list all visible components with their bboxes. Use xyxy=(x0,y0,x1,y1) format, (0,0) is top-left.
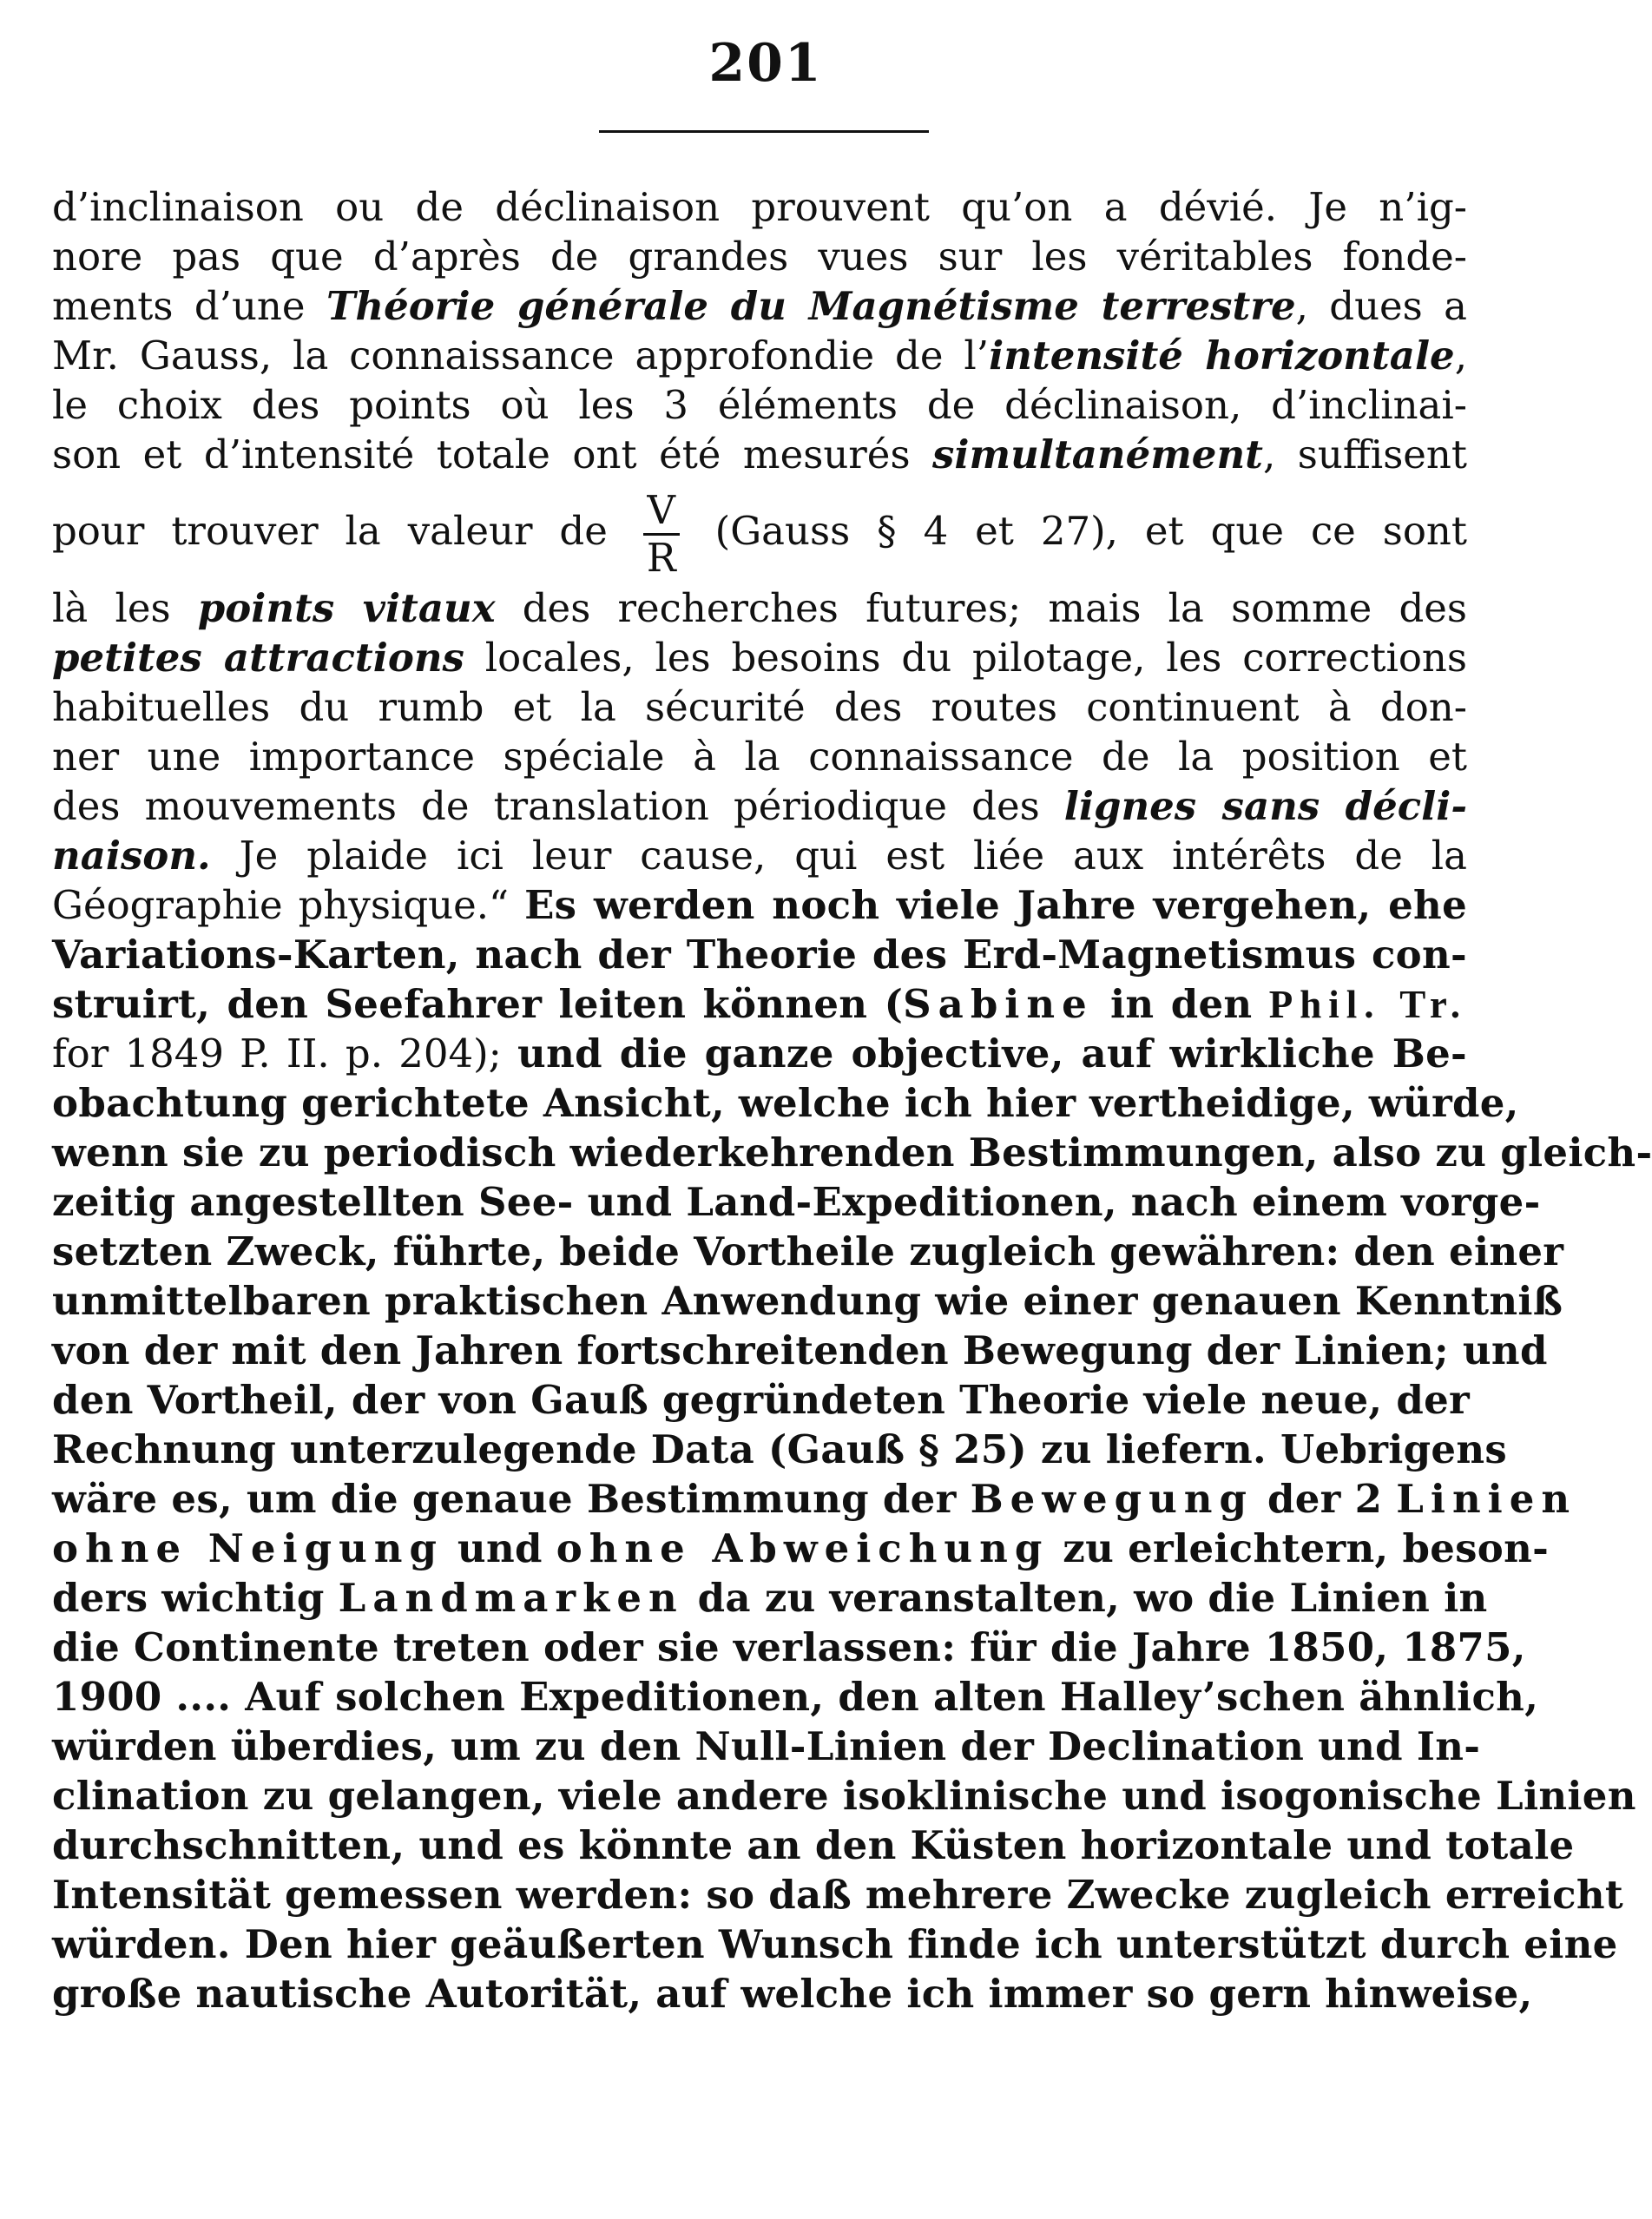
text-line: petites attractions locales, les besoins du pilotage, les corrections xyxy=(52,635,1467,681)
spaced-term: Linien xyxy=(1396,1476,1577,1522)
fraction-denominator: R xyxy=(646,535,676,581)
text-line: obachtung gerichtete Ansicht, welche ich hier vertheidige, würde, xyxy=(52,1080,1519,1126)
text-line: die Continente treten oder sie verlassen: für die Jahre 1850, 1875, xyxy=(52,1624,1526,1670)
text-line: d’inclinaison ou de déclinaison prouvent qu’on a dévié. Je n’ig- xyxy=(52,184,1467,230)
text-line: Intensität gemessen werden: so daß mehrere Zwecke zugleich erreicht xyxy=(52,1872,1623,1918)
text-line: pour trouver la valeur de $\frac{V}{R}$ (Gauss § 4 et 27), et que ce sont xyxy=(52,487,1467,581)
italic-title: Théorie générale du Magnétisme terrestre xyxy=(326,283,1296,329)
text-line: ments d’une Théorie générale du Magnétisme terrestre, dues a xyxy=(52,283,1467,329)
text-line: Géographie physique.“ Es werden noch viele Jahre vergehen, ehe xyxy=(52,882,1467,928)
italic-term: points vitaux xyxy=(197,585,496,631)
italic-term: petites attractions xyxy=(52,635,464,681)
text-line: struirt, den Seefahrer leiten können (Sabine in den Phil. Tr. xyxy=(52,981,1467,1027)
text-line: des mouvements de translation périodique des lignes sans décli- xyxy=(52,783,1468,829)
spaced-term: Bewegung xyxy=(970,1476,1254,1522)
text-line: setzten Zweck, führte, beide Vortheile zugleich gewähren: den einer xyxy=(52,1228,1564,1274)
text-line: là les points vitaux des recherches futures; mais la somme des xyxy=(52,585,1468,631)
text-line: Rechnung unterzulegende Data (Gauß § 25) zu liefern. Uebrigens xyxy=(52,1426,1507,1472)
text-line: ohne Neigung und ohne Abweichung zu erleichtern, beson- xyxy=(52,1525,1550,1571)
text-line: for 1849 P. II. p. 204); und die ganze objective, auf wirkliche Be- xyxy=(52,1030,1467,1077)
fraction xyxy=(643,488,680,581)
spaced-term: ohne Neigung xyxy=(52,1525,444,1571)
body-text xyxy=(52,182,1652,2018)
page-number: 201 xyxy=(708,33,823,94)
spaced-term: Landmarken xyxy=(338,1575,684,1621)
text-line: durchschnitten, und es könnte an den Küsten horizontale und totale xyxy=(52,1822,1575,1868)
italic-term: lignes sans décli- xyxy=(1063,783,1468,829)
text-line: ders wichtig Landmarken da zu veranstalten, wo die Linien in xyxy=(52,1575,1488,1621)
fraction-numerator: V xyxy=(643,488,680,536)
text-line: le choix des points où les 3 éléments de déclinaison, d’inclinai- xyxy=(52,382,1467,428)
text-line: würden. Den hier geäußerten Wunsch finde ich unterstützt durch eine xyxy=(52,1921,1618,1967)
text-line: son et d’intensité totale ont été mesurés simultanément, suffisent xyxy=(52,431,1467,477)
spaced-citation: Phil. Tr. xyxy=(1268,983,1467,1026)
text-line: den Vortheil, der von Gauß gegründeten Theorie viele neue, der xyxy=(52,1377,1471,1423)
text-line: unmittelbaren praktischen Anwendung wie einer genauen Kenntniß xyxy=(52,1278,1563,1324)
italic-term: naison. xyxy=(52,833,211,879)
spaced-name: Sabine xyxy=(903,981,1094,1027)
italic-term: simultanément xyxy=(932,431,1263,477)
text-line: wäre es, um die genaue Bestimmung der Bewegung der 2 Linien xyxy=(52,1476,1577,1522)
text-line: würden überdies, um zu den Null-Linien der Declination und In- xyxy=(52,1723,1481,1769)
text-line: nore pas que d’après de grandes vues sur les véritables fonde- xyxy=(52,234,1467,280)
text-line: naison. Je plaide ici leur cause, qui est liée aux intérêts de la xyxy=(52,833,1467,879)
text-line: Mr. Gauss, la connaissance approfondie de l’intensité horizontale, xyxy=(52,333,1467,379)
header-rule xyxy=(599,130,929,133)
italic-term: intensité horizontale xyxy=(989,333,1455,379)
spaced-term: ohne Abweichung xyxy=(556,1525,1050,1571)
text-line: von der mit den Jahren fortschreitenden Bewegung der Linien; und xyxy=(52,1327,1548,1373)
text-line: wenn sie zu periodisch wiederkehrenden Bestimmungen, also zu gleich- xyxy=(52,1129,1652,1175)
text-line: zeitig angestellten See- und Land-Expeditionen, nach einem vorge- xyxy=(52,1179,1541,1225)
text-line: habituelles du rumb et la sécurité des routes continuent à don- xyxy=(52,684,1467,730)
text-line: große nautische Autorität, auf welche ich immer so gern hinweise, xyxy=(52,1971,1533,2017)
text-line: clination zu gelangen, viele andere isoklinische und isogonische Linien xyxy=(52,1773,1636,1819)
text-line: 1900 .... Auf solchen Expeditionen, den alten Halley’schen ähnlich, xyxy=(52,1674,1539,1720)
text-line: Variations-Karten, nach der Theorie des Erd-Magnetismus con- xyxy=(52,932,1467,978)
text-line: ner une importance spéciale à la connaissance de la position et xyxy=(52,734,1467,780)
